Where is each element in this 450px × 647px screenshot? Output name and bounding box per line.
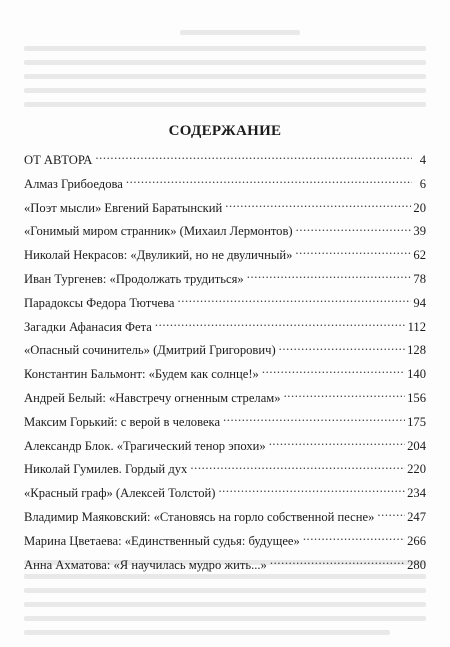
toc-entry-title: «Гонимый миром странник» (Михаил Лермонтов) [24,224,293,239]
toc-leader-dots [296,223,412,235]
toc-entry-title: «Красный граф» (Алексей Толстой) [24,486,216,501]
toc-entry [24,339,426,363]
toc-leader-dots [377,509,405,521]
toc-leader-dots [279,342,405,354]
toc-entry [24,197,426,221]
toc-entry-page: 280 [407,557,426,572]
bleed-through-line [24,74,426,79]
toc-entry-page: 4 [419,153,426,167]
toc-entry-page: 247 [407,509,426,524]
toc-entry [24,363,426,387]
toc-entry [24,554,426,578]
bleed-through-line [24,616,426,621]
toc-entry-page: 62 [413,248,426,263]
bleed-through-line [24,588,426,593]
toc-leader-dots [247,271,412,283]
toc-entry [24,149,426,173]
toc-leader-dots [190,461,405,473]
toc-entry-title: Максим Горький: с верой в человека [24,414,221,429]
toc-leader-dots [126,176,412,188]
bleed-through-line [24,602,426,607]
toc-entry-title: Парадоксы Федора Тютчева [24,295,175,310]
bleed-through-line [24,102,426,107]
toc-leader-dots [284,390,406,402]
toc-leader-dots [295,247,411,259]
toc-entry [24,268,426,292]
toc-entry [24,316,426,340]
toc-entry-title: «Опасный сочинитель» (Дмитрий Григорович) [24,343,276,358]
toc-leader-dots [262,366,405,378]
toc-entry-title: Владимир Маяковский: «Становясь на горло собственной песне» [24,509,375,524]
toc-entry [24,458,426,482]
toc-leader-dots [95,152,412,164]
toc-leader-dots [155,319,406,331]
toc-entry-page: 39 [413,224,426,239]
toc-entry [24,244,426,268]
toc-entry-page: 204 [407,438,426,453]
toc-entry-page: 6 [419,176,426,191]
toc-leader-dots [178,295,412,307]
toc-entry-page: 128 [407,343,426,358]
toc-entry [24,482,426,506]
bleed-through-line [24,88,426,93]
toc-leader-dots [223,414,405,426]
toc-entry-page: 175 [407,414,426,429]
toc-leader-dots [303,533,405,545]
toc-entry-title: Загадки Афанасия Фета [24,319,152,334]
toc-entry-page: 140 [407,367,426,382]
toc-entry-title: Николай Некрасов: «Двуликий, но не двуличный» [24,248,293,263]
toc-entry [24,530,426,554]
table-of-contents [24,149,426,577]
toc-entry-title: Марина Цветаева: «Единственный судья: будущее» [24,533,300,548]
bleed-through-line [180,30,300,35]
toc-entry-title: Анна Ахматова: «Я научилась мудро жить...» [24,557,267,572]
toc-entry [24,435,426,459]
toc-leader-dots [270,557,405,569]
toc-entry [24,506,426,530]
toc-entry-page: 266 [407,533,426,548]
toc-entry-page: 220 [407,462,426,477]
toc-entry-title: Иван Тургенев: «Продолжать трудиться» [24,271,244,286]
toc-entry-title: Николай Гумилев. Гордый дух [24,462,188,477]
toc-entry-title: Александр Блок. «Трагический тенор эпохи» [24,438,266,453]
toc-entry-page: 156 [407,390,426,405]
page-title: СОДЕРЖАНИЕ [168,123,282,140]
toc-entry-title: Андрей Белый: «Навстречу огненным стрелам» [24,390,281,405]
bleed-through-line [24,46,426,51]
bleed-through-line [24,630,390,635]
toc-leader-dots [269,438,405,450]
toc-leader-dots [218,485,405,497]
toc-entry-page: 94 [413,295,426,310]
toc-entry-title: Константин Бальмонт: «Будем как солнце!» [24,367,259,382]
toc-entry [24,220,426,244]
toc-entry-title: Алмаз Грибоедова [24,176,123,191]
toc-entry [24,292,426,316]
toc-entry-page: 112 [407,319,426,334]
toc-entry [24,411,426,435]
toc-entry [24,173,426,197]
bleed-through-line [24,60,426,65]
toc-entry [24,387,426,411]
toc-entry-title: «Поэт мысли» Евгений Баратынский [24,200,223,215]
toc-entry-page: 20 [413,200,426,215]
toc-entry-page: 78 [413,271,426,286]
toc-leader-dots [225,200,411,212]
toc-entry-page: 234 [407,486,426,501]
toc-entry-title: ОТ АВТОРА [24,153,93,167]
